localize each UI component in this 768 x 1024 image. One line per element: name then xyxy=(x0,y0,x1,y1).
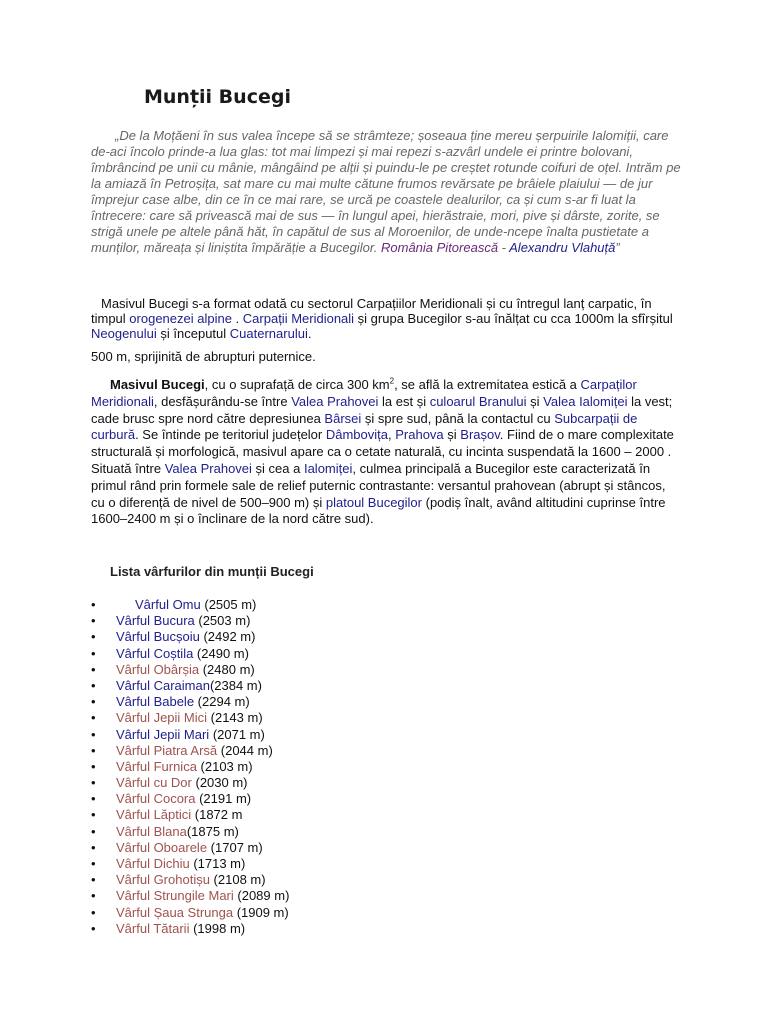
peak-altitude: (2071 m) xyxy=(209,726,265,742)
peak-altitude: (2490 m) xyxy=(193,645,249,661)
peak-altitude: (2089 m) xyxy=(233,888,290,904)
list-item xyxy=(91,856,289,872)
list-item xyxy=(91,597,289,613)
text-run: la vest; cade brusc spre nord către depresiunea xyxy=(91,393,673,426)
link-neogen[interactable]: Neogenului xyxy=(91,326,157,341)
link-subcarpatii-de-curbura[interactable]: Subcarpații de curbură xyxy=(91,410,638,443)
text-run: și grupa Bucegilor s-au înălțat cu cca 1000m la sfîrșitul xyxy=(354,311,673,326)
text-run: , culmea principală a Bucegilor este caracterizată în primul rând prin formele sale de relief puternic contrastante: versantul prahovean (abrupt și stâncos, cu o diferență de nivel de 500–900 m) și xyxy=(91,460,666,510)
bullet-icon: • xyxy=(91,888,96,904)
list-item xyxy=(91,791,289,807)
peak-link[interactable]: Vârful Dichiu xyxy=(116,856,190,871)
altitude-line: 500 m, sprijinită de abrupturi puternice. xyxy=(91,349,316,364)
list-item xyxy=(91,807,289,823)
quote-text: „De la Moțăeni în sus valea începe să se strâmteze; șoseaua ține mereu șerpuirile Ialomiții, care de-aci încolo prinde-a lua glas: tot mai limpezi și mai repezi s-azvârl undele ei printre bolovani, îmbrâncind pe unii cu mânie, mângâind pe alții și puindu-le pe creștet rotunde coifuri de oțel. Intrăm pe la amiază în Petroșița, sat mare cu mai multe cătune frumos revărsate pe brâiele plaiului — de jur împrejur case albe, din ce în ce mai rare, se urcă pe coastele dealurilor, ca și cum s-ar fi luat la întrecere: care să privească mai de sus — în lungul apei, hierăstraie, mori, pive și dârste, zorite, se strigă unele pe altele până hăt, în capătul de sus al Moroenilor, de unde-ncepe înalta pustietate a munților, măreața și liniștita împărăție a Bucegilor. xyxy=(91,128,681,255)
peak-link[interactable]: Vârful Furnica xyxy=(116,758,197,774)
link-cuaternar[interactable]: Cuaternarului xyxy=(229,326,308,341)
list-item xyxy=(91,872,289,888)
bullet-icon: • xyxy=(91,710,96,726)
link-barsei[interactable]: Bârsei xyxy=(324,410,362,426)
peak-link[interactable]: Vârful Lăptici xyxy=(116,807,192,823)
quote-end-mark: ” xyxy=(615,240,620,255)
list-item xyxy=(91,824,289,840)
peak-altitude: (2480 m) xyxy=(199,661,255,677)
text-run: . xyxy=(307,326,312,341)
bullet-icon: • xyxy=(91,904,96,920)
text-run: , xyxy=(388,427,396,443)
peak-link[interactable]: Vârful Omu xyxy=(135,597,201,612)
peak-altitude: (2191 m) xyxy=(195,791,252,807)
text-run: , desfășurându-se între xyxy=(153,393,292,409)
text-run: (podiș înalt, având altitudini cuprinse între 1600–2400 m și o înclinare de la nord către sud). xyxy=(91,494,666,527)
peak-link[interactable]: Vârful Blana xyxy=(116,823,187,839)
description-paragraph xyxy=(91,377,681,528)
peak-link[interactable]: Vârful Bucșoiu xyxy=(116,629,200,645)
list-item xyxy=(91,840,289,856)
link-orogeneza-alpina[interactable]: orogenezei alpine xyxy=(129,311,232,326)
quote-source-book-link[interactable]: România Pitorească xyxy=(381,240,499,255)
list-item xyxy=(91,662,289,678)
peak-altitude: (2294 m) xyxy=(194,694,250,710)
text-run: . Fiind de o mare complexitate structurală și morfologică, masivul apare ca o cetate naturală, cu incinta suspendată la 1600 – 2000 . Situată între xyxy=(91,427,674,476)
bullet-icon: • xyxy=(91,726,96,742)
list-item xyxy=(91,775,289,791)
bullet-icon: • xyxy=(91,839,96,855)
link-valea-ialomitei[interactable]: Valea Ialomiței xyxy=(543,393,628,409)
peak-link[interactable]: Vârful Grohotișu xyxy=(116,872,210,888)
list-item xyxy=(91,694,289,710)
peak-link[interactable]: Vârful Piatra Arsă xyxy=(116,742,218,758)
list-item xyxy=(91,888,289,904)
bullet-icon: • xyxy=(91,694,96,710)
peak-altitude: (1909 m) xyxy=(233,904,289,920)
text-run: și spre sud, până la contactul cu xyxy=(361,410,555,426)
link-prahova[interactable]: Prahova xyxy=(395,427,444,443)
peaks-list-title: Lista vârfurilor din munții Bucegi xyxy=(110,564,314,579)
peak-altitude: (1875 m) xyxy=(186,823,239,839)
text-run: și cea a xyxy=(251,460,304,476)
text-run: și începutul xyxy=(156,326,230,341)
peak-link[interactable]: Vârful Obârșia xyxy=(116,661,200,677)
peak-altitude: (1707 m) xyxy=(207,839,263,855)
link-brasov[interactable]: Brașov xyxy=(460,427,500,443)
formation-paragraph xyxy=(91,296,681,341)
bullet-icon: • xyxy=(91,645,96,661)
bullet-icon: • xyxy=(91,920,96,936)
peak-link[interactable]: Vârful Tătarii xyxy=(116,920,190,936)
bullet-icon: • xyxy=(91,613,96,629)
list-item xyxy=(91,613,289,629)
bullet-icon: • xyxy=(91,856,96,871)
bullet-icon: • xyxy=(91,629,96,645)
list-item xyxy=(91,710,289,726)
peak-altitude: (1998 m) xyxy=(189,920,246,936)
bullet-icon: • xyxy=(91,742,96,758)
bullet-icon: • xyxy=(91,758,96,774)
peak-link[interactable]: Vârful Babele xyxy=(116,694,195,710)
bullet-icon: • xyxy=(91,775,96,791)
peak-link[interactable]: Vârful Oboarele xyxy=(116,839,208,855)
peak-link[interactable]: Vârful Cocora xyxy=(116,791,196,807)
list-item xyxy=(91,905,289,921)
peaks-list xyxy=(91,597,289,937)
link-dambovita[interactable]: Dâmbovița xyxy=(325,427,388,443)
link-carpatii-meridionali[interactable]: Carpații Meridionali xyxy=(242,311,355,326)
list-item xyxy=(91,921,289,937)
bullet-icon: • xyxy=(91,791,96,807)
superscript: 2 xyxy=(389,376,395,386)
link-ialomitei[interactable]: Ialomiței xyxy=(303,460,353,476)
list-item xyxy=(91,759,289,775)
text-run: . xyxy=(231,311,243,326)
list-item xyxy=(91,743,289,759)
text-run: Masivul Bucegi s-a format odată cu sectorul Carpațiilor Meridionali și cu întregul lanț carpatic, în timpul xyxy=(91,296,652,326)
peak-altitude: (1872 m xyxy=(191,807,243,823)
peak-altitude: (1713 m) xyxy=(189,856,246,871)
peak-altitude: (2505 m) xyxy=(200,597,257,612)
list-item xyxy=(91,646,289,662)
peak-link[interactable]: Vârful Jepii Mici xyxy=(116,710,208,726)
text-run: și xyxy=(443,427,461,443)
link-valea-prahovei-2[interactable]: Valea Prahovei xyxy=(164,460,252,476)
bullet-icon: • xyxy=(91,823,96,839)
bullet-icon: • xyxy=(91,872,96,888)
quote-source-author-link[interactable]: Alexandru Vlahuță xyxy=(509,240,616,255)
text-run: , cu o suprafață de circa 300 km xyxy=(204,377,390,392)
link-valea-prahovei[interactable]: Valea Prahovei xyxy=(291,393,379,409)
bullet-icon: • xyxy=(91,807,96,823)
quote-source-separator: - xyxy=(498,240,510,255)
list-item xyxy=(91,629,289,645)
peak-altitude: (2044 m) xyxy=(217,742,273,758)
peak-link[interactable]: Vârful Coștila xyxy=(116,645,194,661)
list-item xyxy=(91,727,289,743)
text-run: . Se întinde pe teritoriul județelor xyxy=(135,427,326,443)
intro-quote xyxy=(91,128,681,256)
peak-link[interactable]: Vârful Bucura xyxy=(116,613,195,629)
peak-link[interactable]: Vârful cu Dor xyxy=(116,775,192,791)
link-carpatii-meridionali-2[interactable]: Carpaților Meridionali xyxy=(91,377,637,409)
list-item xyxy=(91,678,289,694)
peak-altitude: (2143 m) xyxy=(207,710,263,726)
peak-altitude: (2103 m) xyxy=(196,758,253,774)
peak-link[interactable]: Vârful Strungile Mari xyxy=(116,888,234,904)
peak-altitude: (2108 m) xyxy=(209,872,266,888)
link-culoarul-branului[interactable]: culoarul Branului xyxy=(429,393,527,409)
text-run: la est și xyxy=(378,393,430,409)
bullet-icon: • xyxy=(91,661,96,677)
text-run: și xyxy=(526,393,544,409)
link-platoul-bucegilor[interactable]: platoul Bucegilor xyxy=(325,494,422,510)
peak-link[interactable]: Vârful Jepii Mari xyxy=(116,726,210,742)
page-title: Munții Bucegi xyxy=(144,86,291,108)
bullet-icon: • xyxy=(91,677,96,693)
peak-link[interactable]: Vârful Șaua Strunga xyxy=(116,904,234,920)
peak-altitude: (2503 m) xyxy=(194,613,251,629)
bold-term: Masivul Bucegi xyxy=(110,377,205,392)
peak-link[interactable]: Vârful Caraiman xyxy=(116,677,210,693)
text-run: , se află la extremitatea estică a xyxy=(394,377,581,392)
peak-altitude: (2384 m) xyxy=(209,677,262,693)
peak-altitude: (2030 m) xyxy=(191,775,248,791)
bullet-icon: • xyxy=(91,597,96,612)
peak-altitude: (2492 m) xyxy=(199,629,256,645)
